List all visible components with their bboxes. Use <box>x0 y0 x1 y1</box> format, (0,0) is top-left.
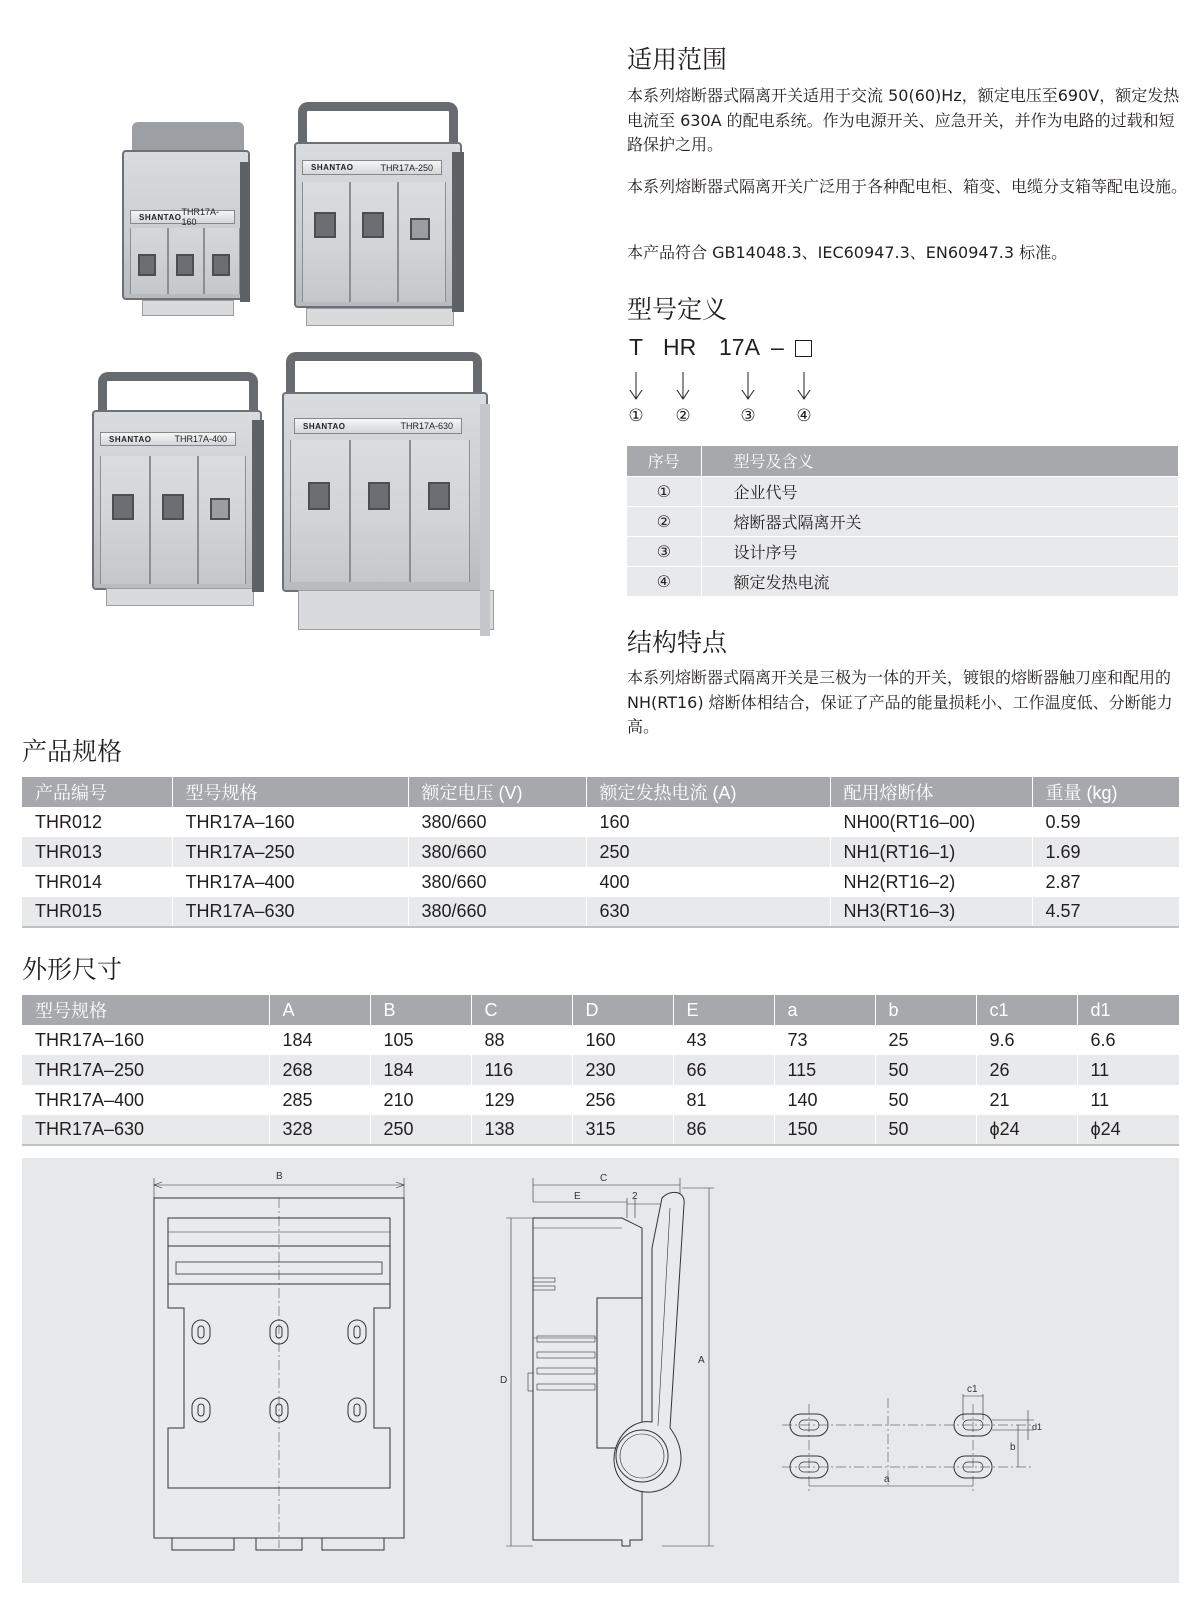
specs-title: 产品规格 <box>22 737 123 766</box>
table-cell: 400 <box>586 867 830 897</box>
table-row <box>22 837 1179 867</box>
table-header: 型号规格 <box>22 995 269 1025</box>
table-cell: 0.59 <box>1032 807 1179 837</box>
table-cell: 设计序号 <box>701 536 1178 566</box>
code-number-4: ④ <box>796 406 812 426</box>
dim-label-C: C <box>600 1173 608 1184</box>
scope-title: 适用范围 <box>627 45 728 74</box>
table-cell: NH2(RT16–2) <box>830 867 1032 897</box>
table-cell: 88 <box>471 1025 572 1055</box>
table-header: D <box>572 995 673 1025</box>
table-cell: THR17A–160 <box>172 807 408 837</box>
table-header: d1 <box>1077 995 1179 1025</box>
structure-title: 结构特点 <box>627 628 728 657</box>
code-part-1: T <box>629 334 644 360</box>
table-cell: NH00(RT16–00) <box>830 807 1032 837</box>
table-cell: THR015 <box>22 897 172 927</box>
table-cell: 4.57 <box>1032 897 1179 927</box>
structure-paragraph: 本系列熔断器式隔离开关是三极为一体的开关，镀银的熔断器触刀座和配用的 NH(RT16) 熔断体相结合，保证了产品的能量损耗小、工作温度低、分断能力高。 <box>627 668 1173 736</box>
table-cell: 105 <box>370 1025 471 1055</box>
table-cell: 380/660 <box>408 807 586 837</box>
table-cell: 160 <box>586 807 830 837</box>
arrow-down-icon <box>797 372 811 402</box>
table-cell: 11 <box>1077 1085 1179 1115</box>
table-header: E <box>673 995 774 1025</box>
table-row <box>627 506 1178 536</box>
model-code <box>629 334 829 364</box>
dim-label-d1: d1 <box>1032 1422 1043 1432</box>
table-header: 重量 (kg) <box>1032 777 1179 807</box>
code-number-3: ③ <box>740 406 756 426</box>
table-cell: ϕ24 <box>1077 1115 1179 1145</box>
dim-label-b: b <box>1010 1442 1016 1453</box>
table-header: 额定电压 (V) <box>408 777 586 807</box>
table-cell: ② <box>627 506 701 536</box>
code-part-2: HR <box>663 334 697 360</box>
table-cell: 43 <box>673 1025 774 1055</box>
dims-table <box>22 995 1179 1146</box>
table-cell: 380/660 <box>408 837 586 867</box>
table-cell: 50 <box>875 1115 976 1145</box>
table-cell: 210 <box>370 1085 471 1115</box>
table-cell: 11 <box>1077 1055 1179 1085</box>
table-cell: 50 <box>875 1085 976 1115</box>
product-label: SHANTAO THR17A-160 <box>130 210 235 224</box>
table-cell: THR17A–630 <box>22 1115 269 1145</box>
table-cell: 250 <box>370 1115 471 1145</box>
table-cell: ③ <box>627 536 701 566</box>
table-header: c1 <box>976 995 1077 1025</box>
table-cell: THR17A–250 <box>22 1055 269 1085</box>
table-cell: 380/660 <box>408 897 586 927</box>
table-header: 配用熔断体 <box>830 777 1032 807</box>
table-cell: THR012 <box>22 807 172 837</box>
table-cell: 129 <box>471 1085 572 1115</box>
table-cell: THR17A–400 <box>172 867 408 897</box>
arrow-down-icon <box>629 372 643 402</box>
table-cell: 315 <box>572 1115 673 1145</box>
table-row <box>22 867 1179 897</box>
table-header: b <box>875 995 976 1025</box>
table-cell: 160 <box>572 1025 673 1055</box>
table-row <box>22 897 1179 927</box>
table-header: 产品编号 <box>22 777 172 807</box>
product-photos <box>70 80 530 640</box>
table-cell: 184 <box>370 1055 471 1085</box>
table-cell: ④ <box>627 566 701 596</box>
specs-table <box>22 777 1179 928</box>
table-row <box>22 807 1179 837</box>
table-cell: 380/660 <box>408 867 586 897</box>
table-cell: THR17A–160 <box>22 1025 269 1055</box>
dims-title: 外形尺寸 <box>22 955 123 984</box>
table-cell: 116 <box>471 1055 572 1085</box>
table-cell: 268 <box>269 1055 370 1085</box>
code-number-1: ① <box>628 406 644 426</box>
table-cell: 25 <box>875 1025 976 1055</box>
table-cell: 21 <box>976 1085 1077 1115</box>
table-cell: THR17A–400 <box>22 1085 269 1115</box>
code-number-2: ② <box>675 406 691 426</box>
table-row <box>627 476 1178 506</box>
table-cell: THR014 <box>22 867 172 897</box>
table-cell: THR17A–250 <box>172 837 408 867</box>
dim-label-A: A <box>698 1355 705 1366</box>
table-row <box>22 1055 1179 1085</box>
table-cell: ϕ24 <box>976 1115 1077 1145</box>
table-row <box>22 1025 1179 1055</box>
table-cell: 66 <box>673 1055 774 1085</box>
product-label: SHANTAO THR17A-250 <box>302 160 442 175</box>
table-cell: 630 <box>586 897 830 927</box>
table-cell: 73 <box>774 1025 875 1055</box>
table-cell: 1.69 <box>1032 837 1179 867</box>
dim-label-a: a <box>884 1474 890 1485</box>
table-header: a <box>774 995 875 1025</box>
table-cell: 9.6 <box>976 1025 1077 1055</box>
table-header: 型号规格 <box>172 777 408 807</box>
table-cell: 285 <box>269 1085 370 1115</box>
side-view-drawing <box>500 1173 714 1546</box>
model-meaning-table <box>627 446 1178 596</box>
table-cell: THR17A–630 <box>172 897 408 927</box>
technical-drawing <box>22 1158 1179 1583</box>
table-cell: 6.6 <box>1077 1025 1179 1055</box>
front-view-drawing <box>154 1171 404 1550</box>
table-header: A <box>269 995 370 1025</box>
arrow-down-icon <box>676 372 690 402</box>
table-cell: 50 <box>875 1055 976 1085</box>
table-header: 额定发热电流 (A) <box>586 777 830 807</box>
table-header: 型号及含义 <box>701 446 1178 476</box>
table-cell: 250 <box>586 837 830 867</box>
product-label: SHANTAO THR17A-400 <box>100 432 236 446</box>
table-cell: 2.87 <box>1032 867 1179 897</box>
scope-paragraph-2: 本系列熔断器式隔离开关广泛用于各种配电柜、箱变、电缆分支箱等配电设施。 <box>627 177 1188 196</box>
scope-paragraph-3: 本产品符合 GB14048.3、IEC60947.3、EN60947.3 标准。 <box>627 243 1068 262</box>
table-row <box>627 536 1178 566</box>
table-cell: 140 <box>774 1085 875 1115</box>
table-cell: 26 <box>976 1055 1077 1085</box>
code-dash: – <box>771 334 784 360</box>
dim-label-B: B <box>276 1171 283 1182</box>
table-cell: 企业代号 <box>701 476 1178 506</box>
table-cell: 150 <box>774 1115 875 1145</box>
table-header: 序号 <box>627 446 701 476</box>
table-header: C <box>471 995 572 1025</box>
model-def-title: 型号定义 <box>627 295 728 324</box>
dim-label-c1: c1 <box>967 1384 978 1395</box>
scope-paragraph-1: 本系列熔断器式隔离开关适用于交流 50(60)Hz，额定电压至690V，额定发热电流至 630A 的配电系统。作为电源开关、应急开关，并作为电路的过载和短路保护之用。 <box>627 86 1180 154</box>
table-cell: 熔断器式隔离开关 <box>701 506 1178 536</box>
dim-label-2: 2 <box>632 1191 638 1202</box>
code-box-icon <box>795 340 812 357</box>
table-row <box>22 1115 1179 1145</box>
table-cell: NH1(RT16–1) <box>830 837 1032 867</box>
table-cell: 138 <box>471 1115 572 1145</box>
product-photo-400 <box>92 372 272 612</box>
table-cell: 328 <box>269 1115 370 1145</box>
table-cell: 184 <box>269 1025 370 1055</box>
table-header: B <box>370 995 471 1025</box>
product-photo-160 <box>122 122 262 322</box>
code-part-3: 17A <box>719 334 760 360</box>
table-cell: 81 <box>673 1085 774 1115</box>
table-cell: 256 <box>572 1085 673 1115</box>
table-cell: 230 <box>572 1055 673 1085</box>
table-row <box>627 566 1178 596</box>
table-cell: ① <box>627 476 701 506</box>
product-photo-630 <box>282 352 502 642</box>
hole-pattern-drawing <box>782 1384 1042 1493</box>
product-photo-250 <box>292 102 472 332</box>
table-cell: 额定发热电流 <box>701 566 1178 596</box>
arrow-down-icon <box>741 372 755 402</box>
table-cell: NH3(RT16–3) <box>830 897 1032 927</box>
table-cell: 86 <box>673 1115 774 1145</box>
product-label: SHANTAO THR17A-630 <box>294 418 462 434</box>
dim-label-E: E <box>574 1191 581 1202</box>
table-cell: 115 <box>774 1055 875 1085</box>
table-cell: THR013 <box>22 837 172 867</box>
dim-label-D: D <box>500 1375 508 1386</box>
table-row <box>22 1085 1179 1115</box>
